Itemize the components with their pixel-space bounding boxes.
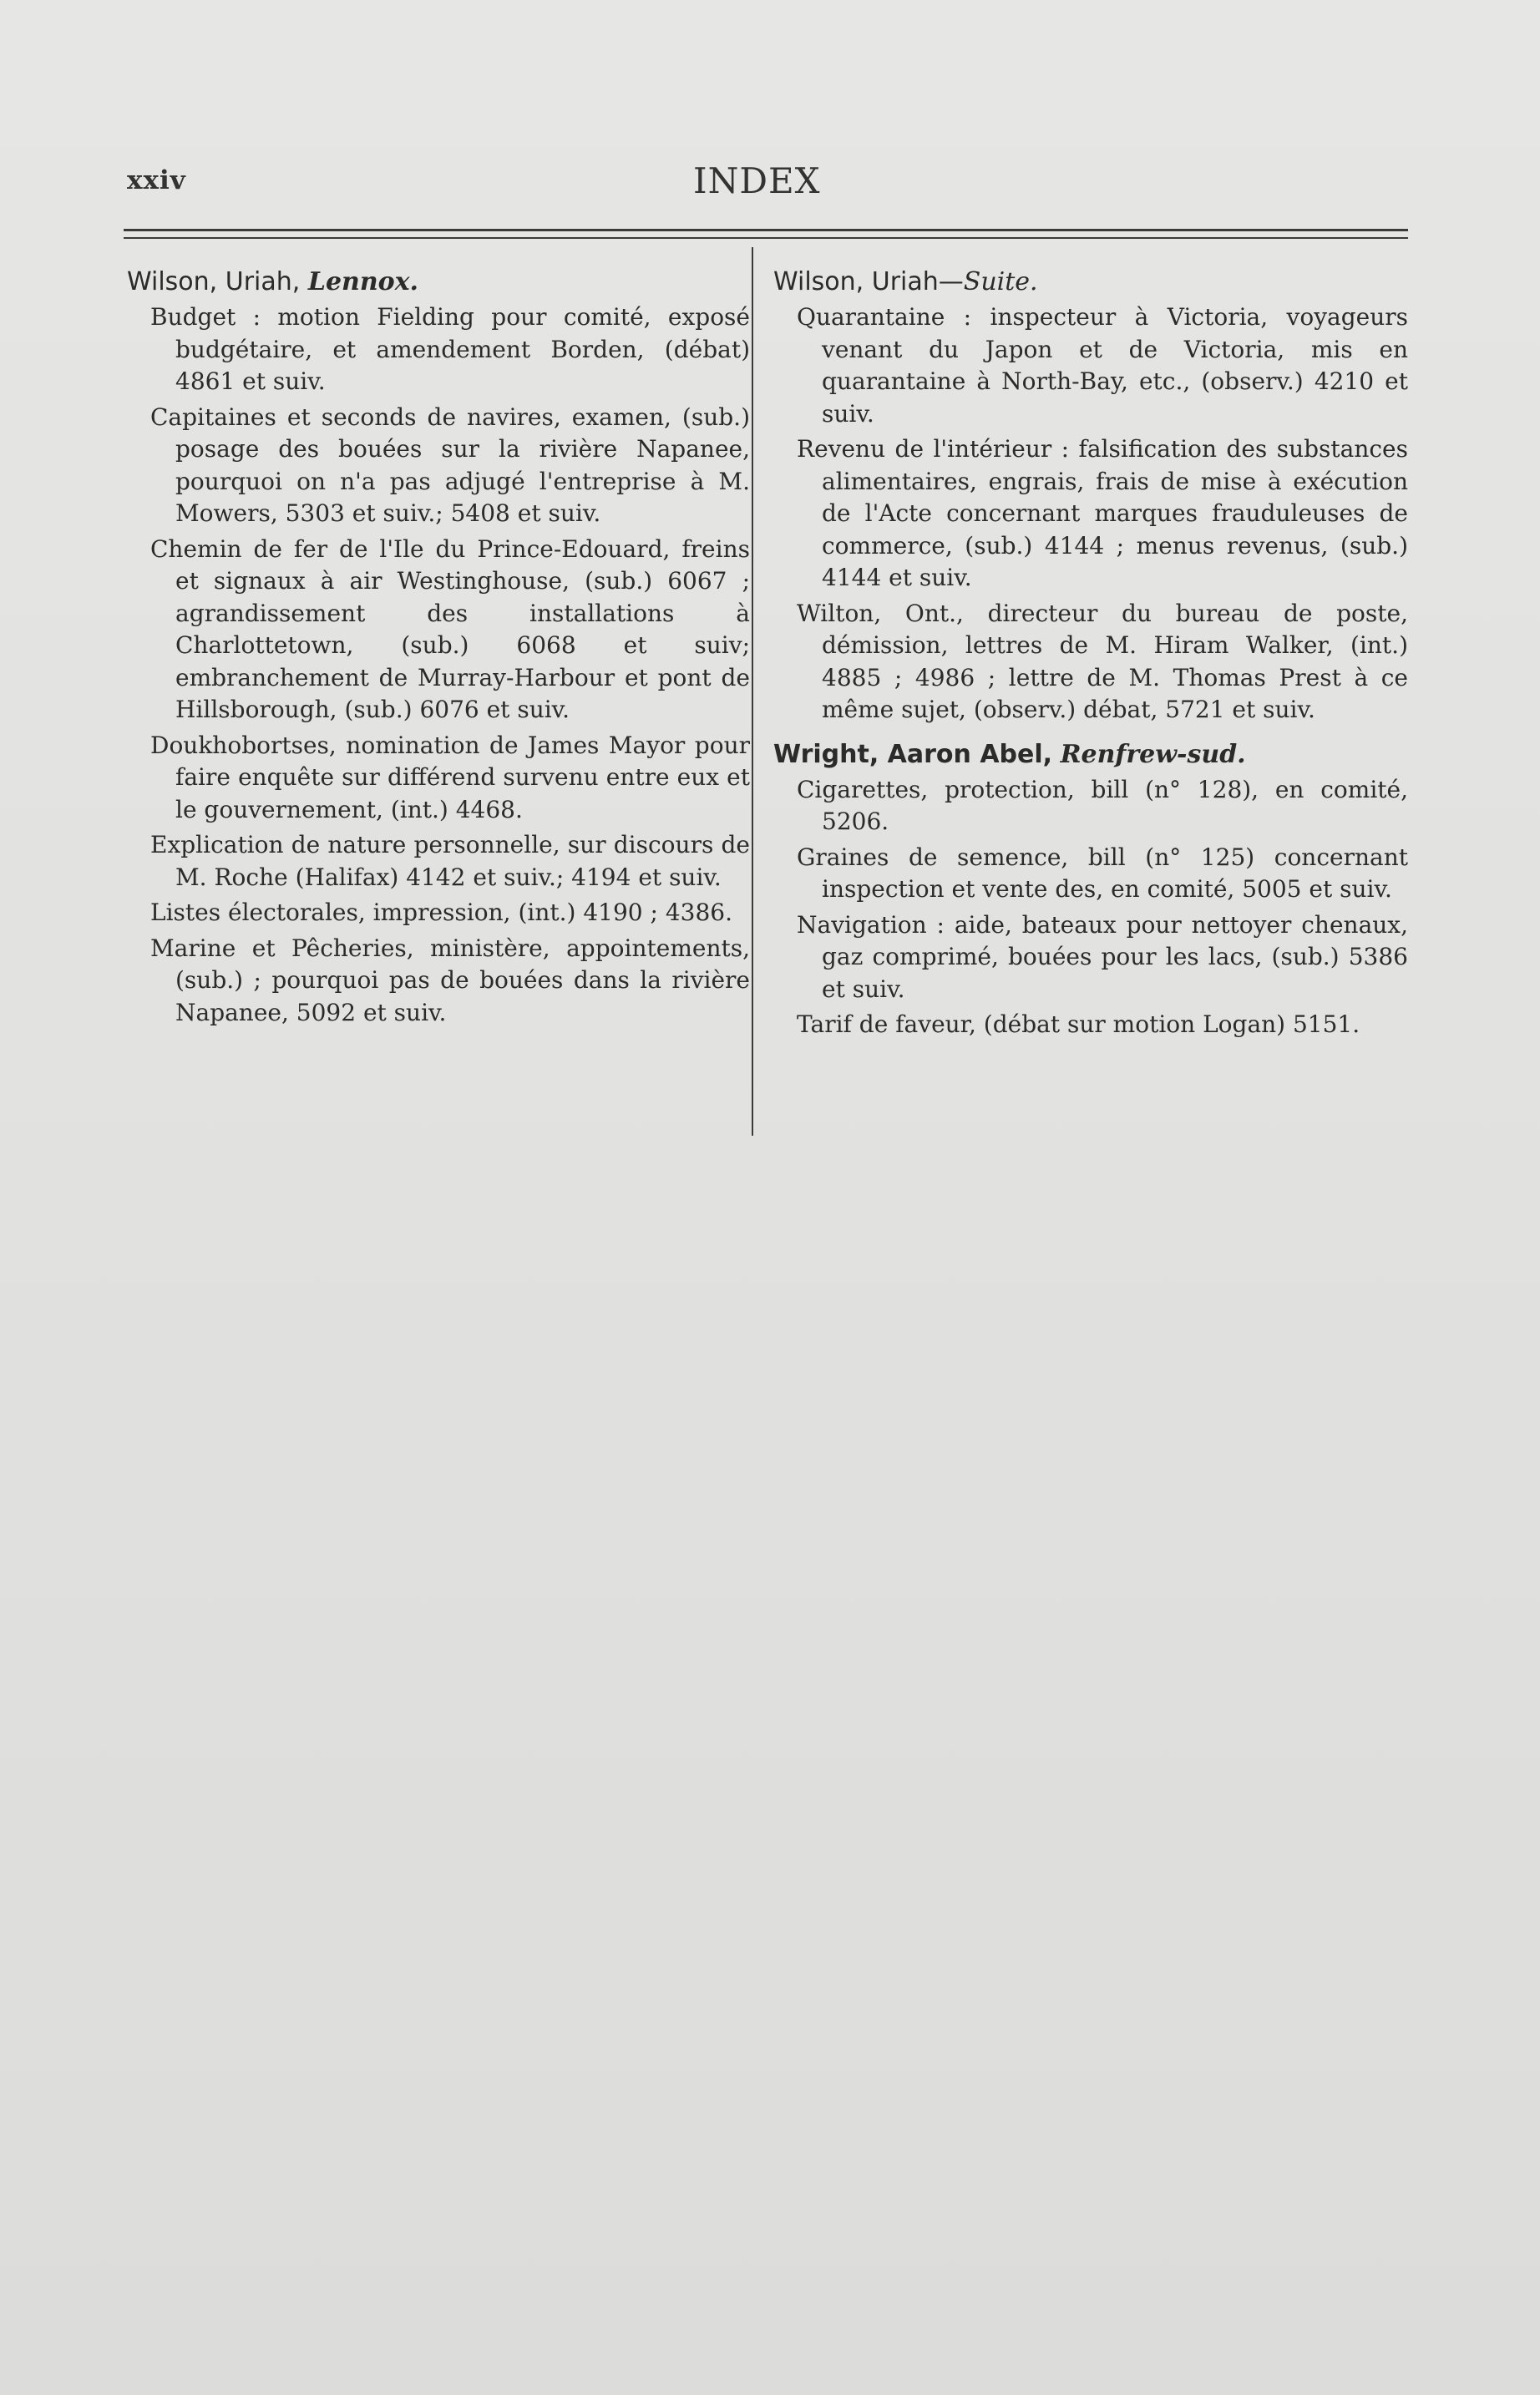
spacer: [773, 730, 1408, 738]
left-column: [127, 266, 750, 1032]
heading-name: Wilson, Uriah—: [773, 267, 964, 296]
heading-name: Wright, Aaron Abel,: [773, 739, 1053, 769]
index-entry: Cigarettes, protection, bill (n° 128), en comité, 5206.: [797, 775, 1408, 835]
heading-continued-label: Suite.: [963, 267, 1038, 296]
index-entry: Doukhobortses, nomination de James Mayor pour faire enquête sur différend survenu entre eux et le gouvernement, (int.) 4468.: [150, 731, 750, 823]
heading-riding: Lennox.: [307, 267, 419, 296]
index-entry: Chemin de fer de l'Ile du Prince-Edouard, freins et signaux à air Westinghouse, (sub.) 6067 ; agrandissement des installations à Charlottetown, (sub.) 6068 et suiv; embranchement de Murray-Harbour et pont de Hillsborough, (sub.) 6076 et suiv.: [150, 534, 750, 723]
heading-name: Wilson, Uriah,: [127, 267, 301, 296]
page-title: INDEX: [693, 160, 821, 201]
index-entry: Marine et Pêcheries, ministère, appointements, (sub.) ; pourquoi pas de bouées dans la rivière Napanee, 5092 et suiv.: [150, 934, 750, 1026]
page-number: xxiv: [127, 165, 186, 195]
index-entry: Navigation : aide, bateaux pour nettoyer chenaux, gaz comprimé, bouées pour les lacs, (sub.) 5386 et suiv.: [797, 910, 1408, 1003]
index-entry: Wilton, Ont., directeur du bureau de poste, démission, lettres de M. Hiram Walker, (int.) 4885 ; 4986 ; lettre de M. Thomas Prest à ce même sujet, (observ.) débat, 5721 et suiv.: [797, 599, 1408, 723]
heading-riding: Renfrew-sud.: [1060, 739, 1246, 769]
index-entry: Revenu de l'intérieur : falsification des substances alimentaires, engrais, frais de mise à exécution de l'Acte concernant marques frauduleuses de commerce, (sub.) 4144 ; menus revenus, (sub.) 4144 et suiv.: [797, 435, 1408, 591]
header-rule-bottom: [124, 237, 1408, 239]
index-entry: Capitaines et seconds de navires, examen, (sub.) posage des bouées sur la rivière Napanee, pourquoi on n'a pas adjugé l'entreprise à M. Mowers, 5303 et suiv.; 5408 et suiv.: [150, 403, 750, 527]
index-entry: Quarantaine : inspecteur à Victoria, voyageurs venant du Japon et de Victoria, mis en quarantaine à North-Bay, etc., (observ.) 4210 et suiv.: [797, 303, 1408, 428]
index-heading-wright: [773, 738, 1408, 772]
header-rule-top: [124, 229, 1408, 231]
index-entry: Listes électorales, impression, (int.) 4190 ; 4386.: [150, 899, 732, 926]
index-heading-wilson-continued: [773, 266, 1408, 299]
column-divider: [752, 247, 753, 1136]
index-heading-wilson: [127, 266, 750, 299]
index-entry: Explication de nature personnelle, sur discours de M. Roche (Halifax) 4142 et suiv.; 4194 et suiv.: [150, 831, 750, 891]
index-entry: Tarif de faveur, (débat sur motion Logan) 5151.: [797, 1010, 1360, 1038]
index-entry: Budget : motion Fielding pour comité, exposé budgétaire, et amendement Borden, (débat) 4861 et suiv.: [150, 303, 750, 395]
right-column: [773, 266, 1408, 1045]
index-entry: Graines de semence, bill (n° 125) concernant inspection et vente des, en comité, 5005 et suiv.: [797, 843, 1408, 903]
